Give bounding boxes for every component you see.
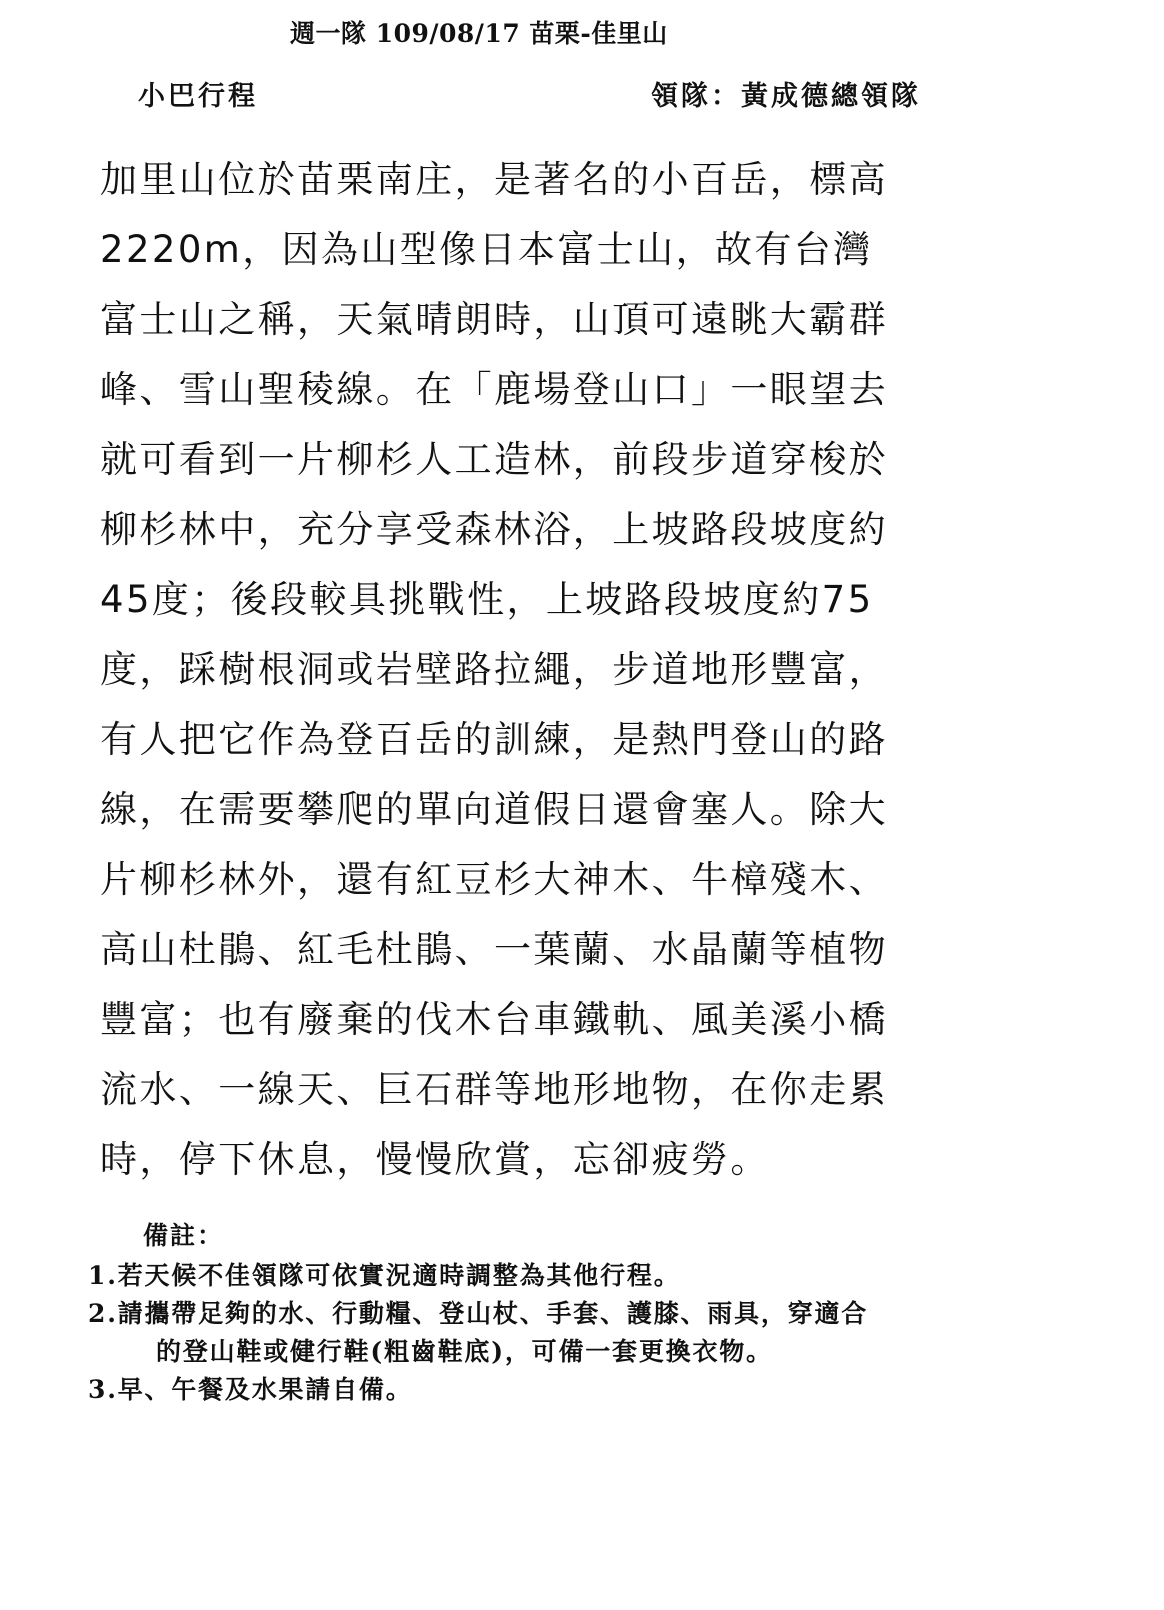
description-line: 度，踩樹根洞或岩壁路拉繩，步道地形豐富， xyxy=(100,648,888,691)
description-line: 流水、一線天、巨石群等地形地物，在你走累 xyxy=(100,1068,888,1111)
note-item-1: 1.若天候不佳領隊可依實況適時調整為其他行程。 xyxy=(88,1261,681,1290)
description-line: 高山杜鵑、紅毛杜鵑、一葉蘭、水晶蘭等植物 xyxy=(100,928,888,971)
note-item-3: 3.早、午餐及水果請自備。 xyxy=(88,1375,413,1404)
notes-heading: 備註： xyxy=(143,1221,225,1250)
description-line: 峰、雪山聖稜線。在「鹿場登山口」一眼望去 xyxy=(100,368,888,411)
description-line: 45度；後段較具挑戰性，上坡路段坡度約75 xyxy=(100,578,874,621)
leader-label: 領隊：黃成德總領隊 xyxy=(651,81,921,112)
description-line: 柳杉林中，充分享受森林浴，上坡路段坡度約 xyxy=(100,508,888,551)
notes-section xyxy=(88,1215,1088,1409)
description-line: 富士山之稱，天氣晴朗時，山頂可遠眺大霸群 xyxy=(100,298,888,341)
description-line: 2220m，因為山型像日本富士山，故有台灣 xyxy=(100,228,873,271)
description-line: 豐富；也有廢棄的伐木台車鐵軌、風美溪小橋 xyxy=(100,998,888,1041)
description-line: 片柳杉林外，還有紅豆杉大神木、牛樟殘木、 xyxy=(100,858,888,901)
description-line: 有人把它作為登百岳的訓練，是熱門登山的路 xyxy=(100,718,888,761)
description-line: 時，停下休息，慢慢欣賞，忘卻疲勞。 xyxy=(100,1138,770,1181)
description-paragraph xyxy=(100,145,980,1195)
document-title: 週一隊 109/08/17 苗栗-佳里山 xyxy=(290,19,668,48)
note-item-2: 2.請攜帶足夠的水、行動糧、登山杖、手套、護膝、雨具，穿適合 xyxy=(88,1299,869,1328)
note-item-2-continuation: 的登山鞋或健行鞋(粗齒鞋底)，可備一套更換衣物。 xyxy=(156,1337,773,1366)
description-line: 線，在需要攀爬的單向道假日還會塞人。除大 xyxy=(100,788,888,831)
description-line: 就可看到一片柳杉人工造林，前段步道穿梭於 xyxy=(100,438,888,481)
trip-type-label: 小巴行程 xyxy=(138,81,258,112)
description-line: 加里山位於苗栗南庄，是著名的小百岳，標高 xyxy=(100,158,888,201)
